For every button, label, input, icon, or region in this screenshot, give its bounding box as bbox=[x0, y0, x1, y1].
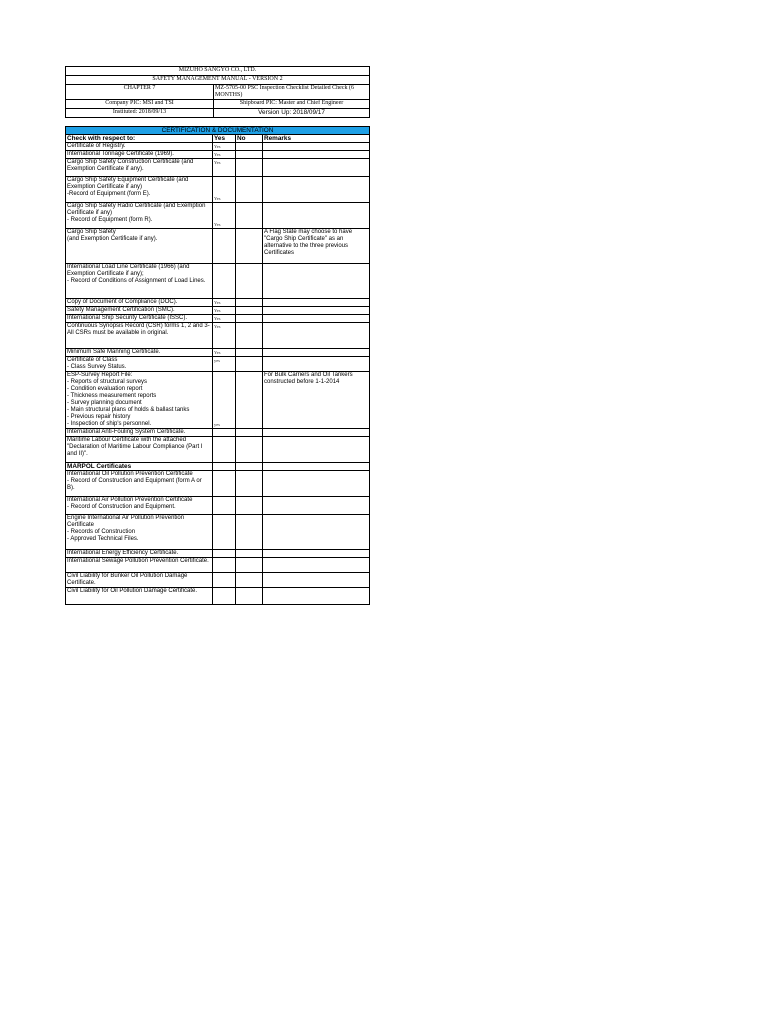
certificate-row bbox=[66, 429, 370, 437]
certificate-row bbox=[66, 143, 370, 151]
remarks-cell[interactable] bbox=[263, 515, 370, 550]
certificate-row bbox=[66, 437, 370, 463]
no-cell[interactable] bbox=[236, 550, 263, 558]
remarks-cell[interactable] bbox=[263, 349, 370, 357]
check-item-text: Certificate of Class - Class Survey Status. bbox=[67, 357, 127, 370]
check-item bbox=[66, 471, 213, 497]
check-item bbox=[66, 229, 213, 264]
check-item bbox=[66, 307, 213, 315]
marpol-row bbox=[66, 497, 370, 515]
check-item-text: Minimum Safe Manning Certificate. bbox=[67, 349, 161, 355]
marpol-title: MARPOL Certificates bbox=[66, 463, 213, 471]
check-item bbox=[66, 573, 213, 588]
instituted-date: Instituted: 2018/09/13 bbox=[66, 109, 214, 118]
certificate-row bbox=[66, 299, 370, 307]
no-cell[interactable] bbox=[236, 264, 263, 299]
checklist-page bbox=[65, 66, 369, 605]
certificate-row bbox=[66, 159, 370, 177]
remarks-cell[interactable] bbox=[263, 558, 370, 573]
yes-cell[interactable] bbox=[213, 550, 236, 558]
check-item-text: Civil Liability for Oil Pollution Damage Certificate. bbox=[67, 588, 198, 594]
remarks-cell[interactable] bbox=[263, 264, 370, 299]
no-cell[interactable] bbox=[236, 429, 263, 437]
yes-cell[interactable]: yes bbox=[213, 372, 236, 429]
certificate-row bbox=[66, 177, 370, 203]
remarks-cell[interactable]: For Bulk Carriers and Oil Tankers constructed before 1-1-2014 bbox=[263, 372, 370, 429]
remarks-cell[interactable] bbox=[263, 143, 370, 151]
check-item bbox=[66, 159, 213, 177]
remarks-cell[interactable] bbox=[263, 203, 370, 229]
column-header-no: No bbox=[236, 135, 263, 143]
check-item bbox=[66, 299, 213, 307]
marpol-row bbox=[66, 573, 370, 588]
no-cell[interactable] bbox=[236, 307, 263, 315]
no-cell[interactable] bbox=[236, 588, 263, 605]
check-item-text: Cargo Ship Safety Construction Certificate (and Exemption Certificate if any). bbox=[67, 159, 194, 172]
check-item-text: ESP-Survey Report File: - Reports of structural surveys - Condition evaluation report - Thickness measurement reports - Survey planning document - Main structural plans of holds & ballast tanks - Previous repair history - Inspection of ship's personnel. bbox=[67, 372, 190, 427]
yes-cell[interactable] bbox=[213, 573, 236, 588]
no-cell[interactable] bbox=[236, 437, 263, 463]
yes-cell[interactable]: Yes bbox=[213, 151, 236, 159]
marpol-row bbox=[66, 550, 370, 558]
check-item bbox=[66, 151, 213, 159]
certificate-rows bbox=[66, 143, 370, 463]
check-item-text: International Oil Pollution Prevention Certificate - Record of Construction and Equipment (form A or B). bbox=[67, 471, 202, 491]
check-item-text: Continuous Synopsis Record (CSR) forms 1, 2 and 3-All CSRs must be available in original. bbox=[67, 323, 210, 336]
certificate-row bbox=[66, 151, 370, 159]
yes-cell[interactable] bbox=[213, 471, 236, 497]
check-item bbox=[66, 515, 213, 550]
remarks-cell[interactable] bbox=[263, 573, 370, 588]
yes-cell[interactable] bbox=[213, 497, 236, 515]
check-item-text: Certificate of Registry. bbox=[67, 143, 126, 149]
certificate-row bbox=[66, 357, 370, 372]
check-item bbox=[66, 372, 213, 429]
yes-cell[interactable] bbox=[213, 264, 236, 299]
no-cell[interactable] bbox=[236, 143, 263, 151]
check-item-text: Civil Liability for Bunker Oil Pollution Damage Certificate. bbox=[67, 573, 188, 586]
check-item bbox=[66, 429, 213, 437]
remarks-cell[interactable] bbox=[263, 299, 370, 307]
no-cell[interactable] bbox=[236, 573, 263, 588]
check-item-text: International Ship Security Certificate (ISSC). bbox=[67, 315, 188, 321]
check-item bbox=[66, 497, 213, 515]
check-item bbox=[66, 143, 213, 151]
remarks-cell[interactable] bbox=[263, 323, 370, 349]
column-header-check: Check with respect to: bbox=[66, 135, 213, 143]
yes-cell[interactable]: Yes bbox=[213, 315, 236, 323]
yes-cell[interactable] bbox=[213, 229, 236, 264]
yes-cell[interactable]: Yes bbox=[213, 143, 236, 151]
check-item bbox=[66, 315, 213, 323]
check-item bbox=[66, 349, 213, 357]
no-cell[interactable] bbox=[236, 515, 263, 550]
remarks-cell[interactable] bbox=[263, 159, 370, 177]
certificate-row bbox=[66, 349, 370, 357]
check-item-text: Engine International Air Pollution Prevention Certificate - Records of Construction - Approved Technical Files. bbox=[67, 515, 185, 542]
check-item-text: International Load Line Certificate (1966) (and Exemption Certificate if any); - Record of Conditions of Assignment of Load Lines. bbox=[67, 264, 206, 284]
no-cell[interactable] bbox=[236, 229, 263, 264]
check-item bbox=[66, 264, 213, 299]
yes-cell[interactable] bbox=[213, 515, 236, 550]
check-item-text: Cargo Ship Safety Equipment Certificate (and Exemption Certificate if any) -Record of Equipment (form E). bbox=[67, 177, 189, 197]
no-cell[interactable] bbox=[236, 151, 263, 159]
check-item bbox=[66, 550, 213, 558]
yes-cell[interactable]: Yes bbox=[213, 299, 236, 307]
marpol-row bbox=[66, 515, 370, 550]
yes-cell[interactable] bbox=[213, 558, 236, 573]
yes-cell[interactable]: Yes bbox=[213, 159, 236, 177]
yes-cell[interactable]: Yes bbox=[213, 177, 236, 203]
chapter: CHAPTER 7 bbox=[66, 85, 214, 100]
remarks-cell[interactable] bbox=[263, 437, 370, 463]
check-item bbox=[66, 323, 213, 349]
check-item-text: Copy of Document of Compliance (DOC). bbox=[67, 299, 178, 305]
column-header-yes: Yes bbox=[213, 135, 236, 143]
yes-cell[interactable]: yes bbox=[213, 357, 236, 372]
marpol-row bbox=[66, 471, 370, 497]
yes-cell[interactable]: Yes bbox=[213, 349, 236, 357]
no-cell[interactable] bbox=[236, 315, 263, 323]
no-cell[interactable] bbox=[236, 558, 263, 573]
column-header-remarks: Remarks bbox=[263, 135, 370, 143]
check-item bbox=[66, 588, 213, 605]
remarks-cell[interactable] bbox=[263, 307, 370, 315]
check-item-text: International Tonnage Certificate (1969). bbox=[67, 151, 174, 157]
remarks-cell[interactable] bbox=[263, 429, 370, 437]
manual-title: SAFETY MANAGEMENT MANUAL - VERSION 2 bbox=[66, 76, 370, 85]
no-cell[interactable] bbox=[236, 349, 263, 357]
yes-cell[interactable] bbox=[213, 429, 236, 437]
yes-cell[interactable]: Yes bbox=[213, 307, 236, 315]
remarks-cell[interactable] bbox=[263, 177, 370, 203]
check-item bbox=[66, 203, 213, 229]
yes-cell[interactable]: Yes bbox=[213, 323, 236, 349]
remarks-cell[interactable] bbox=[263, 151, 370, 159]
document-reference: MZ-5705-00 PSC Inspection Checklist Detailed Check (6 MONTHS) bbox=[214, 85, 370, 100]
certificate-row bbox=[66, 264, 370, 299]
check-item-text: Cargo Ship Safety Radio Certificate (and Exemption Certificate if any) - Record of Equipment (form R). bbox=[67, 203, 206, 223]
remarks-cell[interactable]: A Flag State may choose to have "Cargo Ship Certificate" as an alternative to the three previous Certificates bbox=[263, 229, 370, 264]
certificate-row bbox=[66, 315, 370, 323]
version-up-date: Version Up: 2018/09/17 bbox=[214, 109, 370, 118]
check-item bbox=[66, 357, 213, 372]
company-pic: Company PIC: MSI and TSI bbox=[66, 100, 214, 109]
marpol-row bbox=[66, 558, 370, 573]
certificate-row bbox=[66, 323, 370, 349]
certificate-row bbox=[66, 229, 370, 264]
check-item-text: Cargo Ship Safety (and Exemption Certificate if any). bbox=[67, 229, 158, 242]
shipboard-pic: Shipboard PIC: Master and Chief Engineer bbox=[214, 100, 370, 109]
certificate-row bbox=[66, 307, 370, 315]
check-item-text: International Anti-Fouling System Certificate. bbox=[67, 429, 186, 435]
no-cell[interactable] bbox=[236, 177, 263, 203]
yes-cell[interactable] bbox=[213, 437, 236, 463]
no-cell[interactable] bbox=[236, 497, 263, 515]
no-cell[interactable] bbox=[236, 203, 263, 229]
section-title: CERTIFICATION & DOCUMENTATION bbox=[66, 127, 370, 135]
check-item-text: International Air Pollution Prevention Certificate - Record of Construction and Equipment. bbox=[67, 497, 193, 510]
marpol-rows bbox=[66, 471, 370, 605]
no-cell[interactable] bbox=[236, 357, 263, 372]
remarks-cell[interactable] bbox=[263, 315, 370, 323]
check-item-text: Maritime Labour Certificate with the attached "Declaration of Maritime Labour Compliance (Part I and II)". bbox=[67, 437, 203, 457]
remarks-cell[interactable] bbox=[263, 471, 370, 497]
check-item-text: International Sewage Pollution Prevention Certificate. bbox=[67, 558, 209, 564]
yes-cell[interactable]: Yes bbox=[213, 203, 236, 229]
remarks-cell[interactable] bbox=[263, 497, 370, 515]
remarks-cell[interactable] bbox=[263, 550, 370, 558]
remarks-cell[interactable] bbox=[263, 588, 370, 605]
header-table bbox=[65, 66, 370, 118]
no-cell[interactable] bbox=[236, 471, 263, 497]
no-cell[interactable] bbox=[236, 159, 263, 177]
check-item bbox=[66, 437, 213, 463]
yes-cell[interactable] bbox=[213, 588, 236, 605]
certificate-row bbox=[66, 372, 370, 429]
certificate-row bbox=[66, 203, 370, 229]
no-cell[interactable] bbox=[236, 372, 263, 429]
checklist-table bbox=[65, 126, 370, 605]
no-cell[interactable] bbox=[236, 323, 263, 349]
company-name: MIZUHO SANGYO CO., LTD. bbox=[66, 67, 370, 76]
no-cell[interactable] bbox=[236, 299, 263, 307]
remarks-cell[interactable] bbox=[263, 357, 370, 372]
check-item bbox=[66, 558, 213, 573]
check-item-text: Safety Management Certification (SMC). bbox=[67, 307, 175, 313]
check-item-text: International Energy Efficiency Certificate. bbox=[67, 550, 179, 556]
marpol-row bbox=[66, 588, 370, 605]
check-item bbox=[66, 177, 213, 203]
